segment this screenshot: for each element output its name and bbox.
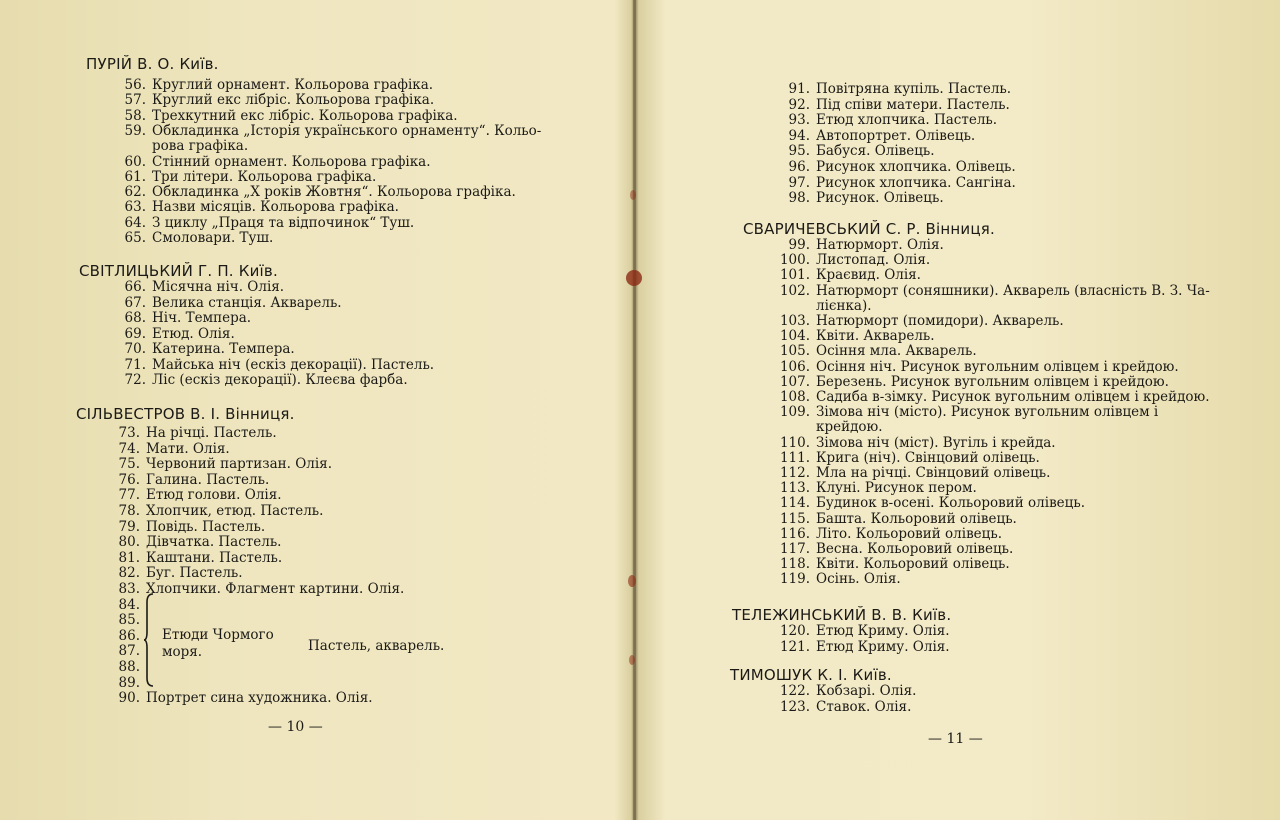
catalog-entry: [764, 191, 944, 206]
catalog-entry: [764, 160, 1016, 175]
entry-title: Назви місяців. Кольорова графіка.: [152, 199, 399, 216]
entry-number: 84.: [118, 596, 140, 613]
catalog-entry: [100, 551, 282, 566]
catalog-entry: [100, 488, 282, 503]
entry-number: 71.: [124, 356, 146, 373]
catalog-entry: [764, 466, 1050, 481]
entry-number: 112.: [779, 465, 810, 481]
entry-title: Клуні. Рисунок пером.: [816, 480, 977, 497]
entry-number: 114.: [779, 495, 810, 512]
entry-number: 109.: [779, 404, 810, 421]
entry-title: Етюд Криму. Олія.: [816, 638, 950, 655]
staple-stain-upper: [630, 190, 636, 200]
book-spine-crease: [633, 0, 636, 820]
entry-number: 79.: [118, 518, 140, 535]
entry-number: 120.: [779, 623, 810, 639]
catalog-entry: [100, 598, 146, 613]
catalog-entry: [764, 299, 872, 314]
entry-number: 90.: [118, 690, 140, 707]
catalog-entry: [764, 624, 950, 639]
entry-title: Червоний партизан. Олія.: [146, 456, 332, 473]
entry-number: 56.: [124, 77, 146, 93]
entry-title: Мати. Олія.: [146, 440, 230, 457]
entry-number: 111.: [779, 449, 810, 466]
catalog-entry: [764, 542, 1013, 557]
entry-number: 62.: [124, 184, 146, 201]
entry-number: 96.: [788, 159, 810, 175]
entry-number: 78.: [118, 503, 140, 519]
entry-number: 77.: [118, 487, 140, 504]
entry-number: 60.: [124, 153, 146, 170]
entry-title: Буг. Пастель.: [146, 565, 243, 582]
catalog-entry: [764, 640, 950, 655]
entry-number: 117.: [779, 541, 810, 557]
catalog-entry: [764, 98, 1010, 113]
entry-number: 119.: [779, 571, 810, 588]
curly-brace-icon: [143, 592, 157, 688]
entry-number: 99.: [788, 237, 810, 253]
entry-number: 58.: [124, 107, 146, 124]
entry-number: 63.: [124, 199, 146, 216]
catalog-entry: [106, 358, 434, 373]
catalog-entry: [764, 512, 1017, 527]
entry-title: Три літери. Кольорова графіка.: [152, 168, 377, 185]
entry-title: Зімова ніч (міст). Вугіль і крейда.: [816, 434, 1056, 451]
entry-title: Етюд Криму. Олія.: [816, 623, 950, 639]
catalog-entry: [106, 139, 248, 154]
entry-title: Місячна ніч. Олія.: [152, 279, 285, 295]
entry-title: Весна. Кольоровий олівець.: [816, 541, 1014, 557]
catalog-entry: [764, 436, 1056, 451]
entry-number: 95.: [788, 143, 810, 160]
entry-number: 118.: [779, 556, 810, 573]
entry-number: 98.: [788, 190, 810, 207]
entry-number: 87.: [118, 643, 140, 660]
catalog-entry: [100, 691, 373, 706]
author-heading: СВАРИЧЕВСЬКИЙ С. Р. Вінниця.: [743, 220, 995, 238]
page-number-right: — 11 —: [928, 731, 983, 747]
right-page: [640, 0, 1280, 820]
entry-title: Галина. Пастель.: [146, 471, 270, 488]
entry-title: Велика станція. Акварель.: [152, 294, 342, 311]
catalog-entry: [764, 405, 1158, 420]
entry-title: Будинок в-осені. Кольоровий олівець.: [816, 495, 1085, 512]
catalog-entry: [100, 644, 146, 659]
catalog-entry: [100, 473, 269, 488]
entry-title: Повідь. Пастель.: [146, 518, 266, 535]
catalog-entry: [106, 93, 434, 108]
catalog-entry: [764, 314, 1064, 329]
entry-title: Натюрморт (помидори). Акварель.: [816, 313, 1064, 329]
catalog-entry: [106, 311, 251, 326]
entry-title: Етюд хлопчика. Пастель.: [816, 112, 998, 129]
entry-number: 82.: [118, 565, 140, 582]
entry-title: Кобзарі. Олія.: [816, 683, 917, 699]
entry-title: Ніч. Темпера.: [152, 310, 252, 326]
entry-number: 86.: [118, 627, 140, 644]
catalog-entry: [100, 520, 265, 535]
entry-number: 93.: [788, 112, 810, 129]
catalog-entry: [106, 124, 541, 139]
entry-number: 107.: [779, 373, 810, 390]
entry-number: 75.: [118, 456, 140, 473]
entry-number: 64.: [124, 214, 146, 231]
entry-title: З циклу „Праця та відпочинок“ Туш.: [152, 214, 415, 231]
catalog-entry: [764, 390, 1210, 405]
catalog-entry: [106, 200, 399, 215]
catalog-entry: [764, 360, 1179, 375]
entry-number: 89.: [118, 674, 140, 691]
entry-number: 106.: [779, 358, 810, 375]
entry-number: 81.: [118, 549, 140, 566]
entry-number: 69.: [124, 325, 146, 342]
entry-title: Бабуся. Олівець.: [816, 143, 935, 160]
entry-number: 104.: [779, 328, 810, 345]
catalog-entry: [100, 442, 230, 457]
catalog-entry: [764, 129, 975, 144]
catalog-entry: [100, 676, 146, 691]
catalog-entry: [764, 557, 1010, 572]
brace-right-text: Пастель, акварель.: [308, 638, 445, 654]
entry-number: 116.: [779, 525, 810, 542]
catalog-entry: [106, 109, 458, 124]
catalog-entry: [106, 216, 414, 231]
entry-number: 74.: [118, 440, 140, 457]
catalog-entry: [764, 420, 883, 435]
entry-number: 97.: [788, 174, 810, 191]
entry-title: Осіння ніч. Рисунок вугольним олівцем і крейдою.: [816, 358, 1179, 375]
catalog-entry: [100, 535, 281, 550]
entry-number: 72.: [124, 372, 146, 388]
entry-number: 83.: [118, 581, 140, 597]
entry-number: 80.: [118, 534, 140, 551]
entry-title: Натюрморт (соняшники). Акварель (власність В. З. Ча-: [816, 282, 1210, 299]
entry-title: Краєвид. Олія.: [816, 267, 921, 284]
catalog-entry: [106, 78, 433, 93]
catalog-entry: [764, 572, 901, 587]
entry-number: 57.: [124, 92, 146, 109]
entry-title: Каштани. Пастель.: [146, 549, 283, 566]
left-page: [0, 0, 630, 820]
catalog-entry: [764, 144, 935, 159]
entry-number: 85.: [118, 612, 140, 629]
entry-title: Натюрморт. Олія.: [816, 237, 944, 253]
entry-title: Повітряна купіль. Пастель.: [816, 81, 1012, 97]
catalog-entry: [106, 327, 235, 342]
catalog-entry: [764, 496, 1085, 511]
entry-title: Крига (ніч). Свінцовий олівець.: [816, 449, 1040, 466]
entry-title: Літо. Кольоровий олівець.: [816, 525, 1002, 542]
entry-title: Хлопчики. Флагмент картини. Олія.: [146, 581, 405, 597]
entry-number: 108.: [779, 389, 810, 405]
entry-title: Осіння мла. Акварель.: [816, 343, 977, 360]
catalog-entry: [106, 373, 408, 388]
catalog-entry: [764, 284, 1210, 299]
entry-number: 115.: [779, 510, 810, 527]
catalog-entry: [764, 268, 921, 283]
catalog-entry: [106, 296, 342, 311]
entry-title: На річці. Пастель.: [146, 425, 277, 441]
catalog-entry: [764, 82, 1011, 97]
catalog-entry: [764, 329, 935, 344]
entry-title: Майська ніч (ескіз декорації). Пастель.: [152, 356, 435, 373]
catalog-entry: [764, 527, 1002, 542]
catalog-entry: [764, 113, 997, 128]
entry-number: 88.: [118, 659, 140, 675]
catalog-entry: [764, 344, 977, 359]
entry-title: лієнка).: [816, 297, 872, 314]
entry-title: Портрет сина художника. Олія.: [146, 690, 373, 707]
entry-title: Квіти. Кольоровий олівець.: [816, 556, 1010, 573]
catalog-entry: [764, 684, 916, 699]
author-heading: ТИМОШУК К. І. Київ.: [730, 666, 892, 684]
entry-number: 61.: [124, 168, 146, 185]
catalog-entry: [764, 375, 1169, 390]
entry-title: Ставок. Олія.: [816, 698, 912, 715]
entry-title: Автопортрет. Олівець.: [816, 127, 976, 144]
entry-number: 103.: [779, 313, 810, 329]
catalog-entry: [764, 176, 1016, 191]
entry-title: Садиба в-зімку. Рисунок вугольним олівцем і крейдою.: [816, 389, 1210, 405]
entry-title: Хлопчик, етюд. Пастель.: [146, 503, 324, 519]
entry-title: Осінь. Олія.: [816, 571, 901, 588]
entry-number: 70.: [124, 341, 146, 357]
entry-number: 67.: [124, 294, 146, 311]
entry-number: 121.: [779, 638, 810, 655]
catalog-entry: [100, 504, 323, 519]
entry-title: Ліс (ескіз декорації). Клеєва фарба.: [152, 372, 408, 388]
brace-left-text: Етюди Чормого моря.: [162, 627, 274, 660]
entry-number: 113.: [779, 480, 810, 497]
entry-title: Під співи матери. Пастель.: [816, 96, 1010, 113]
entry-title: Дівчатка. Пастель.: [146, 534, 282, 551]
catalog-entry: [100, 426, 277, 441]
entry-number: 105.: [779, 343, 810, 360]
entry-title: Башта. Кольоровий олівець.: [816, 510, 1017, 527]
catalog-entry: [764, 253, 930, 268]
entry-number: 66.: [124, 279, 146, 295]
entry-title: Етюд голови. Олія.: [146, 487, 282, 504]
entry-title: Рисунок хлопчика. Сангіна.: [816, 174, 1016, 191]
author-heading: ТЕЛЕЖИНСЬКИЙ В. В. Київ.: [732, 606, 952, 624]
entry-number: 100.: [779, 252, 810, 269]
entry-number: 102.: [779, 282, 810, 299]
entry-number: 91.: [788, 81, 810, 97]
entry-title: Стінний орнамент. Кольорова графіка.: [152, 153, 431, 170]
entry-title: Катерина. Темпера.: [152, 341, 295, 357]
catalog-entry: [764, 451, 1040, 466]
entry-title: Круглий екс лібріс. Кольорова графіка.: [152, 92, 435, 109]
entry-title: Березень. Рисунок вугольним олівцем і крейдою.: [816, 373, 1169, 390]
entry-title: Смоловари. Туш.: [152, 230, 274, 246]
catalog-entry: [764, 700, 911, 715]
entry-title: крейдою.: [816, 419, 883, 436]
entry-number: 101.: [779, 267, 810, 284]
entry-number: 122.: [779, 683, 810, 699]
page-number-left: — 10 —: [268, 719, 323, 735]
entry-number: 59.: [124, 122, 146, 139]
catalog-entry: [764, 481, 977, 496]
entry-title: Етюд. Олія.: [152, 325, 235, 342]
entry-title: Листопад. Олія.: [816, 252, 931, 269]
entry-title: Рисунок хлопчика. Олівець.: [816, 159, 1016, 175]
catalog-entry: [100, 613, 146, 628]
entry-number: 65.: [124, 230, 146, 246]
entry-number: 68.: [124, 310, 146, 326]
entry-title: Зімова ніч (місто). Рисунок вугольним олівцем і: [816, 404, 1159, 421]
catalog-entry: [764, 238, 944, 253]
entry-number: 76.: [118, 471, 140, 488]
catalog-entry: [106, 231, 273, 246]
entry-number: 92.: [788, 96, 810, 113]
catalog-entry: [106, 185, 516, 200]
catalog-entry: [106, 280, 284, 295]
entry-title: Обкладинка „Історія українського орнаменту“. Кольо-: [152, 122, 542, 139]
catalog-entry: [106, 342, 295, 357]
entry-title: Трехкутний екс лібріс. Кольорова графіка.: [152, 107, 458, 124]
entry-title: рова графіка.: [152, 138, 249, 155]
entry-title: Мла на річці. Свінцовий олівець.: [816, 465, 1051, 481]
catalog-entry: [106, 170, 376, 185]
entry-title: Квіти. Акварель.: [816, 328, 935, 345]
entry-title: Обкладинка „Х років Жовтня“. Кольорова графіка.: [152, 184, 516, 201]
entry-title: Круглий орнамент. Кольорова графіка.: [152, 77, 434, 93]
catalog-entry: [106, 155, 431, 170]
author-heading: СІЛЬВЕСТРОВ В. І. Вінниця.: [76, 405, 295, 423]
catalog-entry: [100, 457, 332, 472]
entry-number: 73.: [118, 425, 140, 441]
entry-number: 110.: [779, 434, 810, 451]
entry-title: Рисунок. Олівець.: [816, 190, 944, 207]
entry-number: 94.: [788, 127, 810, 144]
catalog-entry: [100, 660, 146, 675]
entry-number: 123.: [779, 698, 810, 715]
catalog-entry: [100, 566, 243, 581]
author-heading: СВІТЛИЦЬКИЙ Г. П. Київ.: [79, 262, 278, 280]
catalog-entry: [100, 629, 146, 644]
author-heading: ПУРІЙ В. О. Київ.: [86, 55, 219, 73]
